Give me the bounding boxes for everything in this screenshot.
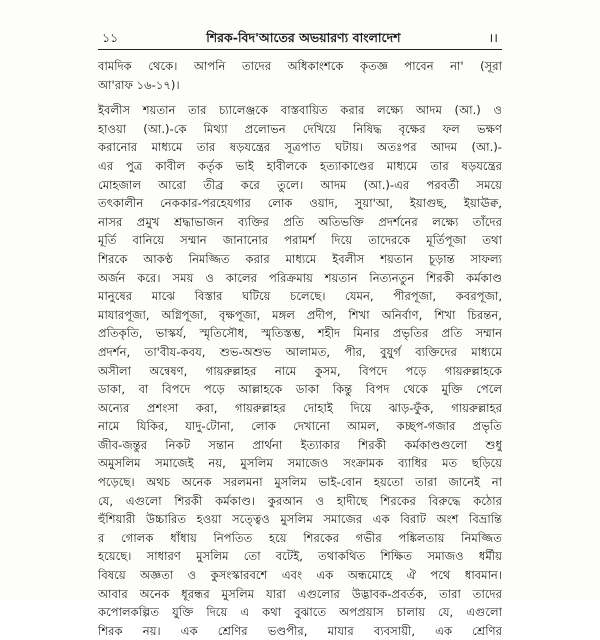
page-number-right: ।। — [488, 30, 498, 45]
running-title: শিরক-বিদ'আতের অভয়ারণ্য বাংলাদেশ — [206, 30, 401, 45]
text-line: অন্যের প্রশংসা করা, গায়রুল্লাহর দোহাই দিয়ে ঝাড়-ফুঁক, গায়রুল্লাহর — [98, 400, 502, 415]
text-line: অর্জন করে। সময় ও কালের পরিক্রমায় শয়তান নিত্যনতুন শিরকী কর্মকাণ্ড — [98, 270, 502, 285]
text-line: ডাকা, বা বিপদে পড়ে আল্লাহকে ডাকা কিন্তু বিপদ থেকে মুক্তি পেলে — [98, 382, 502, 397]
text-line: অমুসলিম সমাজেই নয়, মুসলিম সমাজেও সংক্রামক ব্যাধির মত ছড়িয়ে — [98, 456, 502, 471]
text-line: প্রতিকৃতি, ভাস্কর্য, স্মৃতিসৌধ, স্মৃতিস্তম্ভ, শহীদ মিনার প্রভৃতির প্রতি সম্মান — [98, 326, 502, 341]
text-line: মূর্তি বানিয়ে সম্মান জানানোর পরামর্শ দিয়ে তাদেরকে মূর্তিপূজা তথা — [98, 233, 502, 248]
page-body — [98, 57, 502, 640]
text-line: পড়েছে। অথচ অনেক সরলমনা মুসলিম ভাই-বোন হয়তো তারা জানেই না — [98, 475, 502, 490]
text-line: র গোলক ধাঁধায় নিপতিত হয়ে শিরকের গভীর পঙ্কিলতায় নিমজ্জিত — [98, 530, 502, 545]
text-line: কপোলকল্পিত যুক্তি দিয়ে এ কথা বুঝাতে অপপ্রয়াস চালায় যে, এগুলো — [98, 605, 502, 620]
text-line: মাযারপূজা, অগ্নিপূজা, বৃক্ষপূজা, মঙ্গল প্রদীপ, শিখা অনির্বাণ, শিখা চিরন্তন, — [98, 307, 502, 322]
text-line: যে, এগুলো শিরকী কর্মকাণ্ড। কুরআন ও হাদীছে শিরকের বিরুদ্ধে কঠোর — [98, 493, 502, 508]
text-line: তৎকালীন নেককার-পরহেযগার লোক ওয়াদ, সুয়া'আ, ইয়াগুছ, ইয়াঊক্ব, — [98, 196, 502, 211]
text-line: নাসর প্রমুখ শ্রদ্ধাভাজন ব্যক্তির প্রতি অতিভক্তি প্রদর্শনের লক্ষ্যে তাঁদের — [98, 214, 502, 229]
text-line: হয়েছে। সাধারণ মুসলিম তো বটেই, তথাকথিত শিক্ষিত সমাজও ধর্মীয় — [98, 549, 502, 564]
text-line: মানুষের মাঝে বিস্তার ঘটিয়ে চলেছে। যেমন, পীরপূজা, কবরপূজা, — [98, 289, 502, 304]
text-line: অসীলা অন্বেষণ, গায়রুল্লাহর নামে কুসম, বিপদে পড়ে গায়রুল্লাহকে — [98, 363, 502, 378]
text-line: শিরক নয়। এক শ্রেণির ভণ্ডপীর, মাযার ব্যবসায়ী, এক শ্রেণির — [98, 623, 502, 638]
text-line: মোহজাল আরো তীব্র করে তুলে। আদম (আ.)-এর পরবর্তী সময়ে — [98, 177, 502, 192]
paragraph-1 — [98, 57, 502, 94]
text-line: ইবলীস শয়তান তার চ্যালেঞ্জকে বাস্তবায়িত করার লক্ষ্যে আদম (আ.) ও — [98, 103, 502, 118]
paragraph-gap — [98, 94, 502, 101]
text-line: হুঁশিয়ারী উচ্চারিত হওয়া সত্ত্বেও মুসলিম সমাজের এক বিরাট অংশ বিভ্রান্তি — [98, 512, 502, 527]
page-number-left: ১১ — [102, 30, 119, 45]
text-line: এর পুত্র কাবীল কর্তৃক ভাই হাবীলকে হত্যাকাণ্ডের মাধ্যমে তার ষড়যন্ত্রের — [98, 158, 502, 173]
text-line: জীব-জন্তুর নিকট সন্তান প্রার্থনা ইত্যাকার শিরকী কর্মকাণ্ডগুলো শুধু — [98, 437, 502, 452]
text-line: প্রদর্শন, তা'বীয-কবয, শুভ-অশুভ আলামত, পীর, বুযুর্গ ব্যক্তিদের মাধ্যমে — [98, 344, 502, 359]
text-line: বিষয়ে অজ্ঞতা ও কুসংস্কারবশে এবং এক অন্ধমোহে ঐ পথে ধাবমান। — [98, 568, 502, 583]
running-header — [98, 30, 502, 50]
text-line: নামে যিকির, যাদু-টোনা, লোক দেখানো আমল, কচ্ছপ-গজার প্রভৃতি — [98, 419, 502, 434]
text-line: আ'রাফ ১৬-১৭)। — [98, 77, 180, 92]
text-line: বামদিক থেকে। আপনি তাদের অধিকাংশকে কৃতজ্ঞ পাবেন না' (সূরা — [98, 59, 502, 73]
text-line: হাওয়া (আ.)-কে মিথ্যা প্রলোভন দেখিয়ে নিষিদ্ধ বৃক্ষের ফল ভক্ষণ — [98, 121, 502, 136]
text-line: আবার অনেক ধূরন্ধর মুসলিম যারা এগুলোর উদ্ভাবক-প্রবর্তক, তারা তাদের — [98, 586, 502, 601]
text-line: শিরকে আকণ্ঠ নিমজ্জিত করার মাধ্যমে ইবলীস শয়তান চূড়ান্ত সাফল্য — [98, 251, 502, 266]
paragraph-2 — [98, 101, 502, 640]
text-line: করানোর মাধ্যমে তার ষড়যন্ত্রের সূত্রপাত ঘটায়। অতঃপর আদম (আ.)- — [98, 140, 502, 155]
